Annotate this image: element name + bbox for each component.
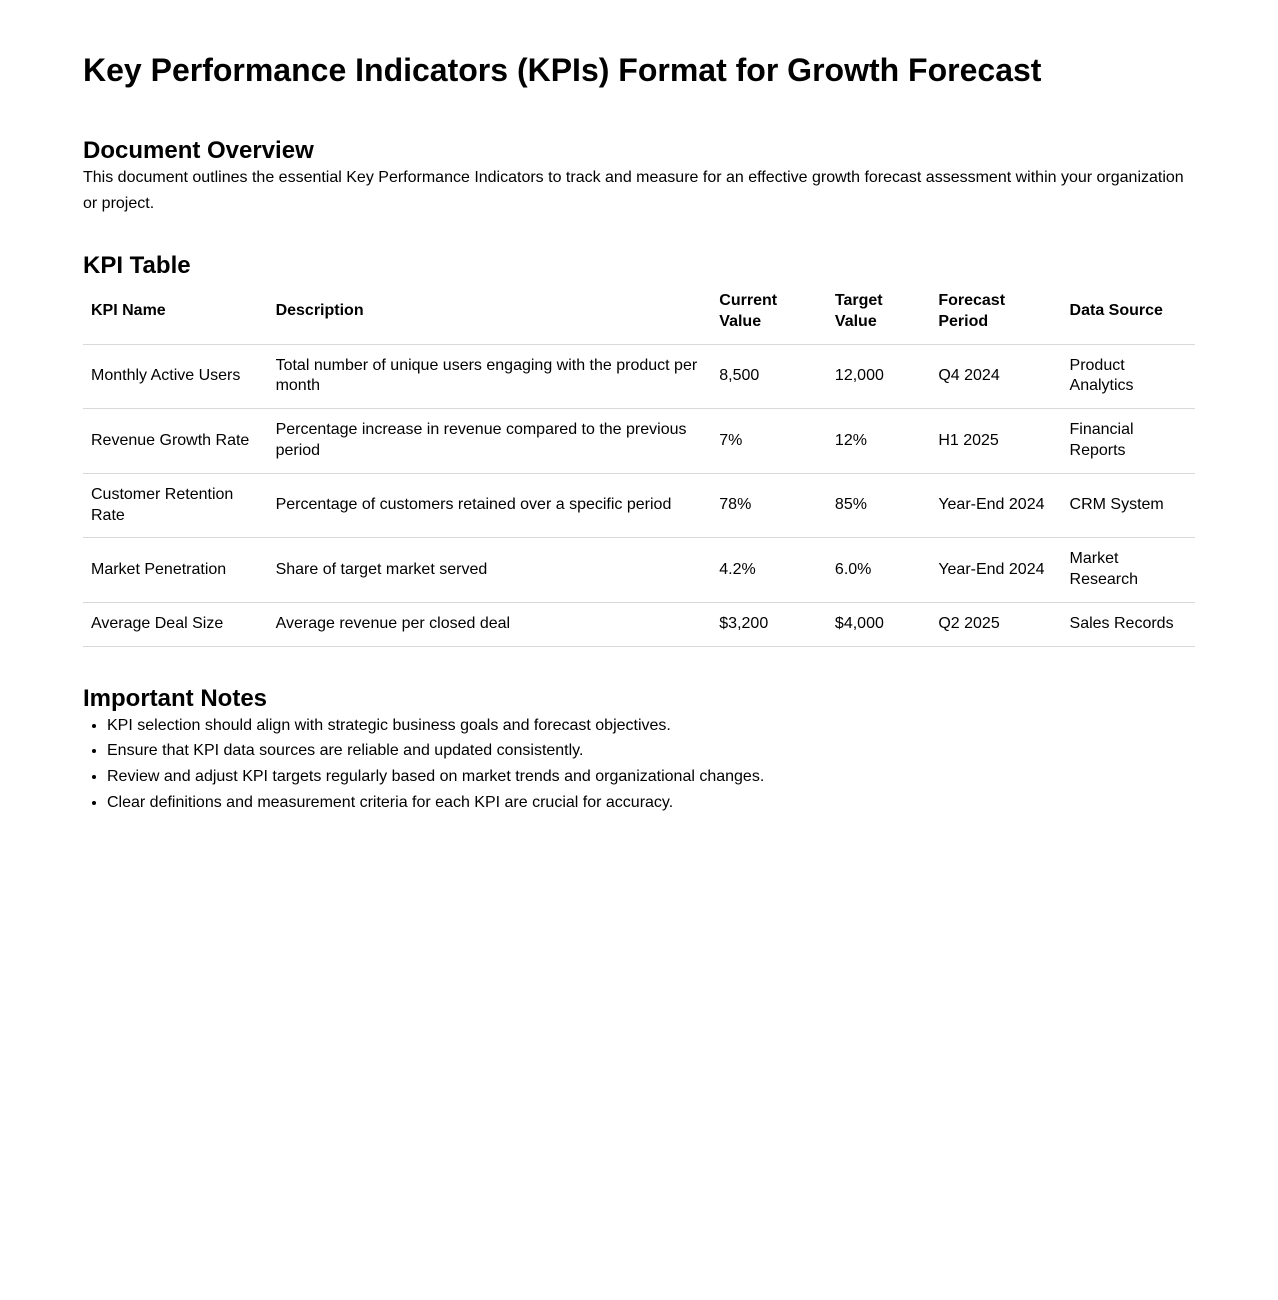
cell-current-value: 8,500 [711, 344, 827, 409]
cell-target-value: $4,000 [827, 602, 930, 646]
cell-data-source: CRM System [1062, 473, 1195, 538]
overview-paragraph: This document outlines the essential Key Performance Indicators to track and measure for an effective growth forecast assessment within your organization or project. [83, 168, 1184, 212]
cell-description: Percentage of customers retained over a specific period [268, 473, 712, 538]
section-important-notes [83, 685, 1195, 815]
note-item: • KPI selection should align with strategic business goals and forecast objectives. [107, 713, 1195, 739]
column-header-current-value: Current Value [711, 280, 827, 344]
kpi-table-row [83, 602, 1195, 646]
cell-description: Share of target market served [268, 538, 712, 603]
cell-target-value: 6.0% [827, 538, 930, 603]
kpi-table-row [83, 473, 1195, 538]
note-item: • Clear definitions and measurement criteria for each KPI are crucial for accuracy. [107, 790, 1195, 816]
kpi-table-header-row [83, 280, 1195, 344]
cell-target-value: 85% [827, 473, 930, 538]
cell-forecast-period: Q2 2025 [930, 602, 1061, 646]
column-header-forecast-period: Forecast Period [930, 280, 1061, 344]
cell-data-source: Market Research [1062, 538, 1195, 603]
cell-current-value: 78% [711, 473, 827, 538]
cell-kpi-name: Market Penetration [83, 538, 268, 603]
cell-description: Average revenue per closed deal [268, 602, 712, 646]
cell-target-value: 12,000 [827, 344, 930, 409]
cell-current-value: 4.2% [711, 538, 827, 603]
cell-data-source: Product Analytics [1062, 344, 1195, 409]
cell-kpi-name: Revenue Growth Rate [83, 409, 268, 474]
cell-data-source: Financial Reports [1062, 409, 1195, 474]
notes-list [83, 713, 1195, 815]
cell-kpi-name: Average Deal Size [83, 602, 268, 646]
cell-target-value: 12% [827, 409, 930, 474]
kpi-table-row [83, 538, 1195, 603]
kpi-table-row [83, 409, 1195, 474]
kpi-table-body [83, 344, 1195, 646]
kpi-table-row [83, 344, 1195, 409]
kpi-table-heading: KPI Table [83, 251, 191, 279]
cell-current-value: $3,200 [711, 602, 827, 646]
section-kpi-table [83, 252, 1195, 647]
overview-heading: Document Overview [83, 136, 314, 164]
cell-forecast-period: H1 2025 [930, 409, 1061, 474]
notes-heading: Important Notes [83, 684, 268, 712]
note-item: • Ensure that KPI data sources are reliable and updated consistently. [107, 738, 1195, 764]
cell-data-source: Sales Records [1062, 602, 1195, 646]
cell-forecast-period: Year-End 2024 [930, 473, 1061, 538]
note-item: • Review and adjust KPI targets regularly based on market trends and organizational changes. [107, 764, 1195, 790]
cell-description: Percentage increase in revenue compared to the previous period [268, 409, 712, 474]
kpi-table-head [83, 280, 1195, 344]
cell-forecast-period: Year-End 2024 [930, 538, 1061, 603]
column-header-target-value: Target Value [827, 280, 930, 344]
column-header-description: Description [268, 280, 712, 344]
cell-kpi-name: Customer Retention Rate [83, 473, 268, 538]
section-document-overview [83, 137, 1195, 217]
page-title: Key Performance Indicators (KPIs) Format for Growth Forecast [83, 52, 1042, 88]
cell-kpi-name: Monthly Active Users [83, 344, 268, 409]
cell-forecast-period: Q4 2024 [930, 344, 1061, 409]
cell-current-value: 7% [711, 409, 827, 474]
cell-description: Total number of unique users engaging with the product per month [268, 344, 712, 409]
kpi-table [83, 280, 1195, 647]
column-header-kpi-name: KPI Name [83, 280, 268, 344]
column-header-data-source: Data Source [1062, 280, 1195, 344]
